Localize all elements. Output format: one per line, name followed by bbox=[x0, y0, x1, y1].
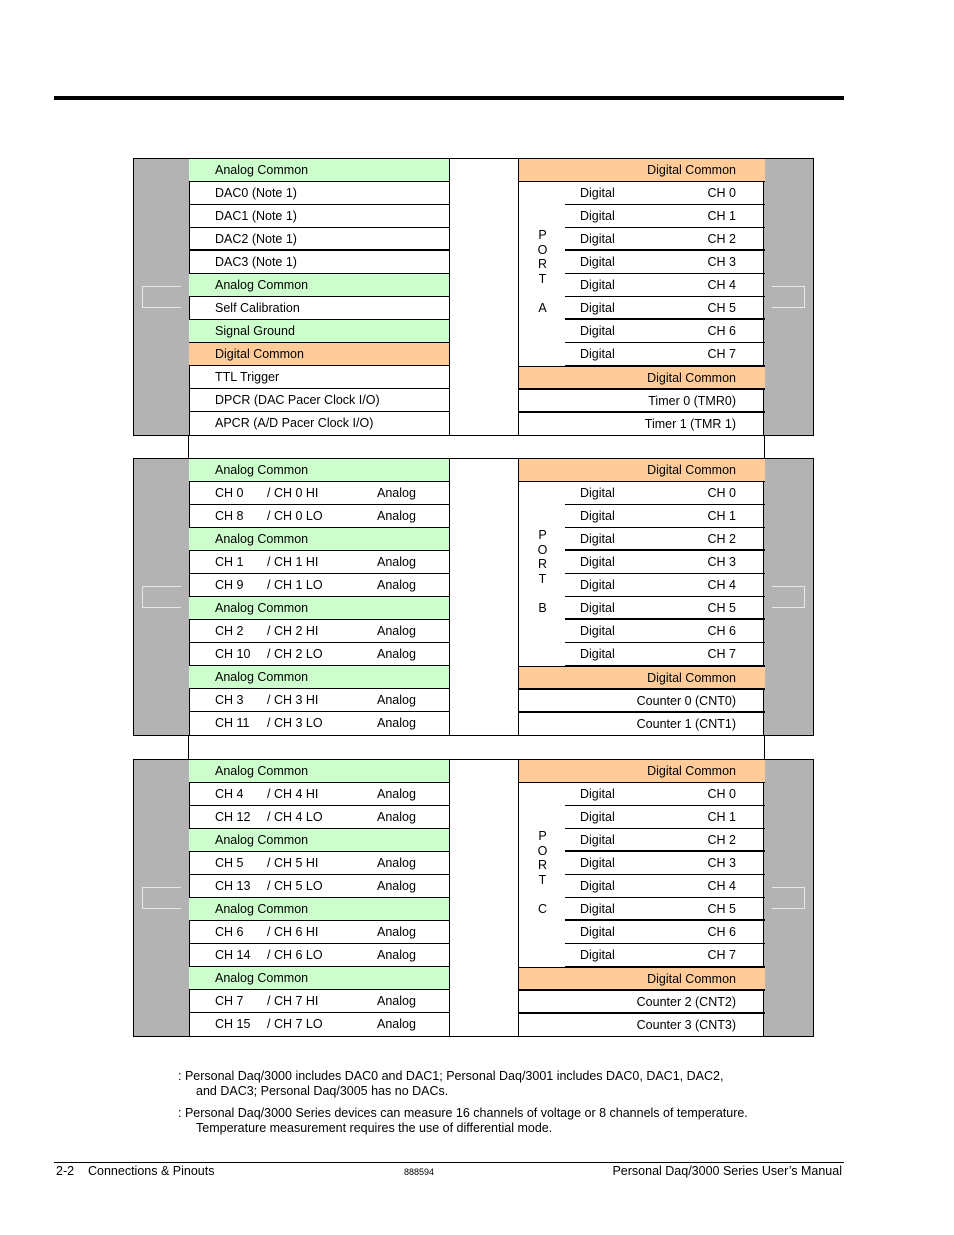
digital-common-row bbox=[519, 666, 765, 689]
pin-row bbox=[189, 1013, 449, 1036]
digital-pin-row bbox=[565, 898, 765, 921]
pin-row bbox=[189, 205, 449, 228]
pin-row bbox=[189, 967, 449, 990]
counter-timer-row bbox=[519, 990, 765, 1013]
pin-signal-diff: / CH 3 HI bbox=[267, 693, 319, 707]
pin-signal-diff: / CH 1 LO bbox=[267, 578, 323, 592]
pin-signal: Counter 1 (CNT1) bbox=[636, 717, 736, 731]
port-letter bbox=[519, 586, 566, 601]
pin-type: Digital bbox=[580, 232, 615, 246]
pin-signal: DAC1 (Note 1) bbox=[215, 209, 297, 223]
pin-signal: DAC0 (Note 1) bbox=[215, 186, 297, 200]
port-label bbox=[519, 528, 566, 615]
pin-signal-diff: / CH 0 HI bbox=[267, 486, 319, 500]
pin-type: Digital bbox=[580, 532, 615, 546]
pin-signal: TTL Trigger bbox=[215, 370, 280, 384]
pin-channel: CH 7 bbox=[707, 647, 736, 661]
pin-type: Digital bbox=[580, 301, 615, 315]
pin-channel: CH 1 bbox=[707, 810, 736, 824]
pin-row bbox=[189, 320, 449, 343]
counter-timer-row bbox=[519, 712, 765, 735]
pin-signal: Timer 0 (TMR0) bbox=[648, 394, 736, 408]
digital-common-row bbox=[519, 459, 765, 482]
left-pin-column bbox=[189, 459, 449, 735]
pin-signal: CH 7 bbox=[215, 994, 244, 1008]
pin-row bbox=[189, 482, 449, 505]
port-letter: T bbox=[538, 872, 547, 887]
pin-row bbox=[189, 251, 449, 274]
pin-signal: DAC2 (Note 1) bbox=[215, 232, 297, 246]
pin-row bbox=[189, 666, 449, 689]
pin-type: Analog bbox=[377, 879, 416, 893]
pin-row bbox=[189, 366, 449, 389]
pin-row bbox=[189, 783, 449, 806]
note-2-line-2: Temperature measurement requires the use of differential mode. bbox=[196, 1121, 553, 1135]
pin-row bbox=[189, 829, 449, 852]
note-2 bbox=[178, 1106, 778, 1136]
pin-channel: CH 2 bbox=[707, 833, 736, 847]
pin-row bbox=[189, 459, 449, 482]
digital-pin-row bbox=[565, 783, 765, 806]
footer-section: Connections & Pinouts bbox=[88, 1164, 215, 1178]
port-letter: R bbox=[537, 257, 548, 271]
pin-signal: Counter 2 (CNT2) bbox=[636, 995, 736, 1009]
connector-left bbox=[134, 159, 190, 435]
pin-signal: CH 0 bbox=[215, 486, 244, 500]
pin-signal: Analog Common bbox=[215, 670, 309, 684]
pin-type: Analog bbox=[377, 810, 416, 824]
pin-row bbox=[189, 990, 449, 1013]
port-letter: P bbox=[538, 829, 547, 843]
note-1-line-2: and DAC3; Personal Daq/3005 has no DACs. bbox=[196, 1084, 449, 1098]
digital-pin-row bbox=[565, 205, 765, 228]
pin-block bbox=[133, 458, 814, 736]
pin-channel: CH 4 bbox=[707, 278, 736, 292]
pin-signal: Digital Common bbox=[647, 671, 736, 685]
pin-signal: Analog Common bbox=[215, 532, 309, 546]
pin-type: Digital bbox=[580, 324, 615, 338]
pin-channel: CH 1 bbox=[707, 209, 736, 223]
right-pin-column bbox=[519, 159, 765, 435]
pin-channel: CH 0 bbox=[707, 186, 736, 200]
pin-signal: Analog Common bbox=[215, 463, 309, 477]
pin-type: Digital bbox=[580, 879, 615, 893]
pin-type: Analog bbox=[377, 787, 416, 801]
pin-row bbox=[189, 159, 449, 182]
pin-row bbox=[189, 620, 449, 643]
digital-common-row bbox=[519, 967, 765, 990]
pin-signal: Counter 0 (CNT0) bbox=[636, 694, 736, 708]
header-rule bbox=[54, 96, 844, 100]
connector-right bbox=[763, 760, 813, 1036]
pin-type: Digital bbox=[580, 509, 615, 523]
digital-pin-row bbox=[565, 297, 765, 320]
pin-type: Analog bbox=[377, 509, 416, 523]
note-2-line-1: : Personal Daq/3000 Series devices can measure 16 channels of voltage or 8 channels of temperature. bbox=[178, 1106, 748, 1120]
pin-type: Analog bbox=[377, 948, 416, 962]
pin-signal: Analog Common bbox=[215, 971, 309, 985]
port-letter: T bbox=[538, 271, 547, 286]
digital-pin-row bbox=[565, 505, 765, 528]
port-label bbox=[519, 829, 566, 916]
port-letter: C bbox=[537, 901, 548, 916]
port-label bbox=[519, 228, 566, 315]
digital-pin-row bbox=[565, 274, 765, 297]
port-letter: O bbox=[537, 542, 548, 557]
pin-channel: CH 3 bbox=[707, 255, 736, 269]
port-letter: T bbox=[538, 571, 547, 586]
pin-signal: Digital Common bbox=[647, 371, 736, 385]
digital-common-row bbox=[519, 159, 765, 182]
pin-row bbox=[189, 412, 449, 435]
pin-signal-diff: / CH 2 LO bbox=[267, 647, 323, 661]
pin-channel: CH 0 bbox=[707, 486, 736, 500]
connector-left bbox=[134, 459, 190, 735]
pin-row bbox=[189, 297, 449, 320]
pin-type: Digital bbox=[580, 255, 615, 269]
pin-row bbox=[189, 505, 449, 528]
center-spacer bbox=[449, 159, 519, 435]
pin-signal: CH 11 bbox=[215, 716, 250, 730]
pin-signal: CH 5 bbox=[215, 856, 244, 870]
digital-pin-row bbox=[565, 528, 765, 551]
pin-type: Analog bbox=[377, 693, 416, 707]
pin-block bbox=[133, 158, 814, 436]
pin-signal: CH 8 bbox=[215, 509, 244, 523]
pin-signal: DPCR (DAC Pacer Clock I/O) bbox=[215, 393, 380, 407]
pin-type: Digital bbox=[580, 486, 615, 500]
pin-channel: CH 2 bbox=[707, 232, 736, 246]
digital-pin-row bbox=[565, 251, 765, 274]
pin-type: Digital bbox=[580, 601, 615, 615]
pin-channel: CH 7 bbox=[707, 948, 736, 962]
pin-type: Analog bbox=[377, 1017, 416, 1031]
pin-type: Digital bbox=[580, 578, 615, 592]
pin-signal-diff: / CH 0 LO bbox=[267, 509, 323, 523]
note-1 bbox=[178, 1069, 778, 1099]
pin-signal: CH 10 bbox=[215, 647, 251, 661]
digital-pin-row bbox=[565, 921, 765, 944]
footer-manual-title: Personal Daq/3000 Series User’s Manual bbox=[612, 1164, 842, 1178]
pin-signal: CH 14 bbox=[215, 948, 251, 962]
block-gap bbox=[188, 436, 765, 459]
pin-signal: CH 2 bbox=[215, 624, 244, 638]
port-letter: R bbox=[537, 858, 548, 872]
pin-channel: CH 6 bbox=[707, 624, 736, 638]
bracket-mark bbox=[772, 287, 805, 308]
right-pin-column bbox=[519, 760, 765, 1036]
pin-type: Digital bbox=[580, 925, 615, 939]
note-1-line-1: : Personal Daq/3000 includes DAC0 and DAC1; Personal Daq/3001 includes DAC0, DAC1, DAC2, bbox=[178, 1069, 724, 1083]
pin-type: Digital bbox=[580, 624, 615, 638]
center-spacer bbox=[449, 760, 519, 1036]
digital-pin-row bbox=[565, 875, 765, 898]
port-letter: B bbox=[538, 600, 547, 615]
pin-row bbox=[189, 806, 449, 829]
pin-signal-diff: / CH 4 LO bbox=[267, 810, 323, 824]
pin-signal-diff: / CH 4 HI bbox=[267, 787, 319, 801]
pin-type: Digital bbox=[580, 856, 615, 870]
digital-common-row bbox=[519, 366, 765, 389]
port-letter: P bbox=[538, 228, 547, 242]
pin-row bbox=[189, 528, 449, 551]
pin-row bbox=[189, 712, 449, 735]
pin-channel: CH 3 bbox=[707, 555, 736, 569]
pin-signal-diff: / CH 6 LO bbox=[267, 948, 323, 962]
pin-signal-diff: / CH 1 HI bbox=[267, 555, 319, 569]
pin-type: Analog bbox=[377, 925, 416, 939]
footer-doc-number: 888594 bbox=[404, 1167, 435, 1177]
left-pin-column bbox=[189, 159, 449, 435]
digital-pin-row bbox=[565, 320, 765, 343]
digital-pin-row bbox=[565, 643, 765, 666]
connector-left bbox=[134, 760, 190, 1036]
pin-signal-diff: / CH 5 HI bbox=[267, 856, 319, 870]
pin-row bbox=[189, 182, 449, 205]
pin-type: Digital bbox=[580, 787, 615, 801]
digital-pin-row bbox=[565, 829, 765, 852]
pin-type: Analog bbox=[377, 624, 416, 638]
pin-row bbox=[189, 343, 449, 366]
pin-type: Digital bbox=[580, 810, 615, 824]
pin-signal: CH 15 bbox=[215, 1017, 251, 1031]
pin-type: Digital bbox=[580, 347, 615, 361]
pin-signal-diff: / CH 7 HI bbox=[267, 994, 319, 1008]
pin-signal: Digital Common bbox=[647, 972, 736, 986]
left-pin-column bbox=[189, 760, 449, 1036]
pin-channel: CH 2 bbox=[707, 532, 736, 546]
pin-signal: CH 9 bbox=[215, 578, 244, 592]
pin-signal: Signal Ground bbox=[215, 324, 295, 338]
counter-timer-row bbox=[519, 689, 765, 712]
pin-signal-diff: / CH 2 HI bbox=[267, 624, 319, 638]
digital-pin-row bbox=[565, 597, 765, 620]
pin-signal: Digital Common bbox=[647, 463, 736, 477]
pin-row bbox=[189, 574, 449, 597]
pin-type: Digital bbox=[580, 278, 615, 292]
digital-pin-row bbox=[565, 806, 765, 829]
bracket-mark bbox=[142, 888, 181, 909]
digital-pin-row bbox=[565, 343, 765, 366]
pin-channel: CH 7 bbox=[707, 347, 736, 361]
pin-signal: Digital Common bbox=[215, 347, 304, 361]
connector-right bbox=[763, 159, 813, 435]
pin-signal-diff: / CH 7 LO bbox=[267, 1017, 323, 1031]
pin-signal: Analog Common bbox=[215, 278, 309, 292]
digital-pin-row bbox=[565, 944, 765, 967]
digital-pin-row bbox=[565, 182, 765, 205]
port-letter: O bbox=[537, 242, 548, 257]
pin-signal-diff: / CH 3 LO bbox=[267, 716, 323, 730]
pin-block bbox=[133, 759, 814, 1037]
pin-signal: CH 1 bbox=[215, 555, 244, 569]
pin-signal: Digital Common bbox=[647, 764, 736, 778]
pin-channel: CH 3 bbox=[707, 856, 736, 870]
digital-pin-row bbox=[565, 620, 765, 643]
pin-channel: CH 6 bbox=[707, 925, 736, 939]
center-spacer bbox=[449, 459, 519, 735]
pin-type: Digital bbox=[580, 209, 615, 223]
pin-row bbox=[189, 760, 449, 783]
pin-row bbox=[189, 643, 449, 666]
pin-row bbox=[189, 921, 449, 944]
port-letter bbox=[519, 887, 566, 902]
pin-signal: CH 6 bbox=[215, 925, 244, 939]
pin-row bbox=[189, 274, 449, 297]
pin-row bbox=[189, 689, 449, 712]
pin-row bbox=[189, 597, 449, 620]
bracket-mark bbox=[772, 587, 805, 608]
pin-row bbox=[189, 898, 449, 921]
pin-type: Analog bbox=[377, 647, 416, 661]
pin-signal: Timer 1 (TMR 1) bbox=[644, 417, 736, 431]
pin-signal: CH 12 bbox=[215, 810, 251, 824]
pin-type: Analog bbox=[377, 555, 416, 569]
pin-channel: CH 0 bbox=[707, 787, 736, 801]
pin-signal: CH 4 bbox=[215, 787, 244, 801]
connector-right bbox=[763, 459, 813, 735]
pin-channel: CH 1 bbox=[707, 509, 736, 523]
pin-signal: Analog Common bbox=[215, 764, 309, 778]
digital-pin-row bbox=[565, 551, 765, 574]
digital-pin-row bbox=[565, 574, 765, 597]
pin-channel: CH 6 bbox=[707, 324, 736, 338]
bracket-mark bbox=[772, 888, 805, 909]
port-letter: P bbox=[538, 528, 547, 542]
digital-common-row bbox=[519, 760, 765, 783]
pin-signal: CH 3 bbox=[215, 693, 244, 707]
pin-row bbox=[189, 852, 449, 875]
digital-pin-row bbox=[565, 228, 765, 251]
pin-channel: CH 5 bbox=[707, 301, 736, 315]
footer-rule bbox=[54, 1162, 844, 1163]
pin-type: Analog bbox=[377, 994, 416, 1008]
port-letter: R bbox=[537, 557, 548, 571]
port-letter: A bbox=[538, 300, 547, 315]
pin-signal: Digital Common bbox=[647, 163, 736, 177]
pin-row bbox=[189, 551, 449, 574]
pin-type: Analog bbox=[377, 716, 416, 730]
pin-signal-diff: / CH 5 LO bbox=[267, 879, 323, 893]
port-letter: O bbox=[537, 843, 548, 858]
digital-pin-row bbox=[565, 482, 765, 505]
pin-type: Digital bbox=[580, 833, 615, 847]
pin-type: Digital bbox=[580, 555, 615, 569]
bracket-mark bbox=[142, 287, 181, 308]
port-letter bbox=[519, 286, 566, 301]
pin-type: Digital bbox=[580, 902, 615, 916]
pin-type: Analog bbox=[377, 856, 416, 870]
pin-signal: Counter 3 (CNT3) bbox=[636, 1018, 736, 1032]
pin-signal: DAC3 (Note 1) bbox=[215, 255, 297, 269]
pin-type: Digital bbox=[580, 948, 615, 962]
pin-type: Analog bbox=[377, 486, 416, 500]
bracket-mark bbox=[142, 587, 181, 608]
pin-channel: CH 5 bbox=[707, 601, 736, 615]
footer-page-number: 2-2 bbox=[56, 1164, 75, 1178]
right-pin-column bbox=[519, 459, 765, 735]
pin-type: Digital bbox=[580, 647, 615, 661]
block-gap bbox=[188, 736, 765, 759]
digital-pin-row bbox=[565, 852, 765, 875]
pin-row bbox=[189, 389, 449, 412]
pin-signal: Analog Common bbox=[215, 163, 309, 177]
pin-signal: Analog Common bbox=[215, 902, 309, 916]
pin-row bbox=[189, 228, 449, 251]
pin-channel: CH 4 bbox=[707, 578, 736, 592]
pin-type: Digital bbox=[580, 186, 615, 200]
pin-row bbox=[189, 944, 449, 967]
pin-signal: Analog Common bbox=[215, 833, 309, 847]
counter-timer-row bbox=[519, 1013, 765, 1036]
pin-channel: CH 4 bbox=[707, 879, 736, 893]
counter-timer-row bbox=[519, 389, 765, 412]
pin-channel: CH 5 bbox=[707, 902, 736, 916]
pin-signal: Analog Common bbox=[215, 601, 309, 615]
pin-row bbox=[189, 875, 449, 898]
pin-signal: Self Calibration bbox=[215, 301, 300, 315]
pin-signal-diff: / CH 6 HI bbox=[267, 925, 319, 939]
pin-type: Analog bbox=[377, 578, 416, 592]
pin-signal: APCR (A/D Pacer Clock I/O) bbox=[215, 416, 374, 430]
pin-signal: CH 13 bbox=[215, 879, 251, 893]
counter-timer-row bbox=[519, 412, 765, 435]
